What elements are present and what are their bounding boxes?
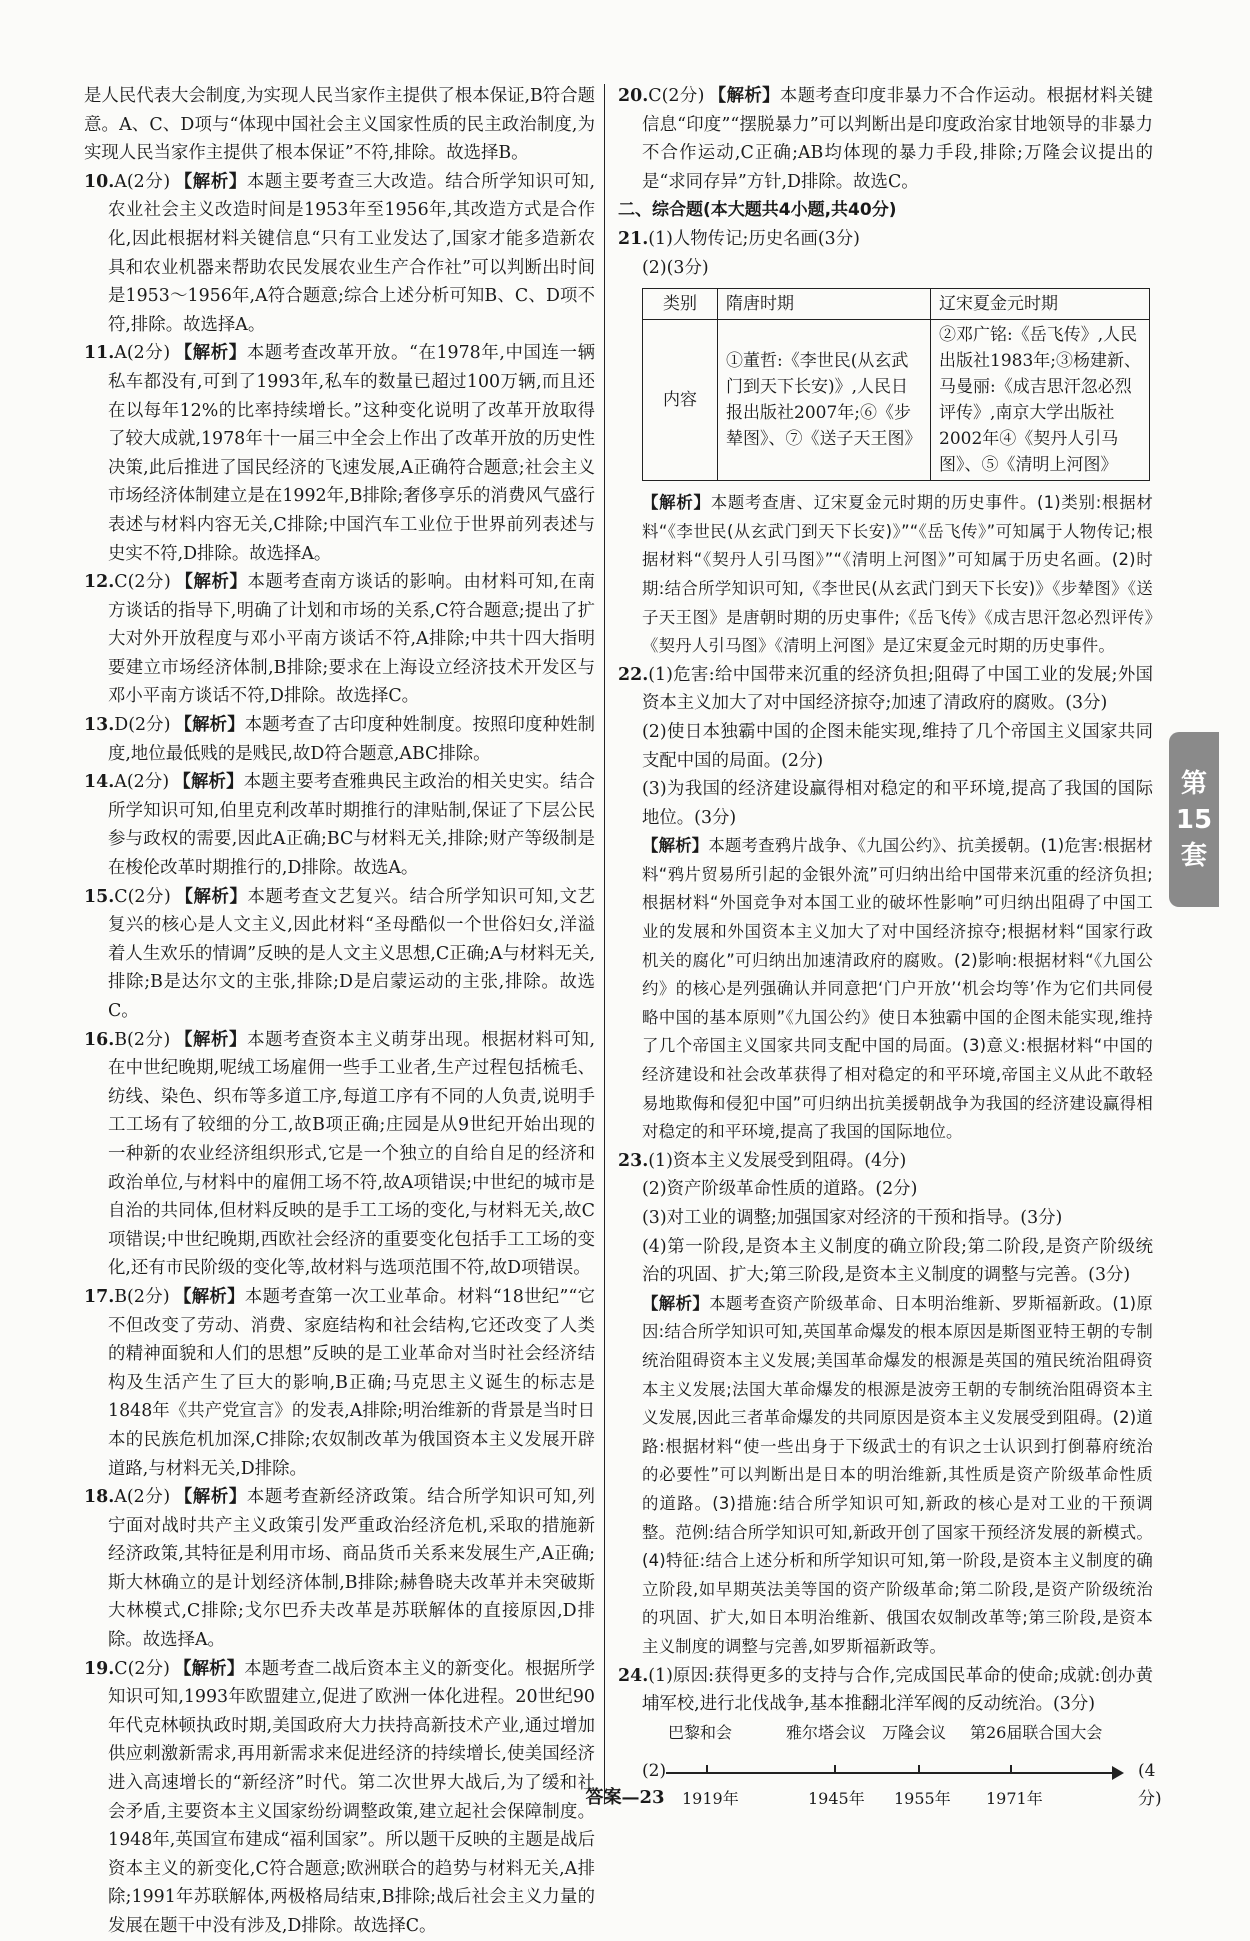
answer-num: 14. (84, 772, 115, 793)
timeline-score: (4分) (1138, 1760, 1162, 1810)
answer-num: 18. (84, 1487, 115, 1508)
answer-num: 12. (84, 572, 115, 593)
answer-item (84, 168, 595, 340)
timeline-year: 1919年 (682, 1788, 739, 1808)
answer-text: 本题考查二战后资本主义的新变化。根据所学知识可知,1993年欧盟建立,促进了欧洲一体化进程。20世纪90年代克林顿执政时期,美国政府大力扶持高新技术产业,通过增加供应刺激新需求,再用新需求来促进经济的持续增长,使美国经济进入高速增长的“新经济”时代。第二次世界大战后,为了缓和社会矛盾,主要资本主义国家纷纷调整政策,建立起社会保障制度。1948年,英国宣布建成“福利国家”。所以题干反映的主题是战后资本主义的新变化,C符合题意;欧洲联合的趋势与材料无关,A排除;1991年苏联解体,两极格局结束,B排除;战后社会主义力量的发展在题干中没有涉及,D排除。故选择C。 (108, 1658, 595, 1936)
answer-24: 24.(1)原因:获得更多的支持与合作,完成国民革命的使命;成就:创办黄埔军校,进行北伐战争,基本推翻北洋军阀的反动统治。(3分) (618, 1665, 1153, 1715)
answer-23-part4: (4)第一阶段,是资本主义制度的确立阶段;第二阶段,是资产阶级统治的巩固、扩大;第三阶段,是资本主义制度的调整与完善。(3分) (642, 1236, 1153, 1286)
answer-item (84, 1283, 595, 1483)
timeline-event: 第26届联合国大会 (970, 1722, 1103, 1742)
answer-22-part3: (3)为我国的经济建设赢得相对稳定的和平环境,提高了我国的国际地位。(3分) (642, 779, 1153, 828)
answer-text: 本题考查新经济政策。结合所学知识可知,列宁面对战时共产主义政策引发严重政治经济危机,采取的措施新经济政策,其特征是利用市场、商品货币关系来发展生产,A正确;斯大林确立的是计划经济体制,B排除;赫鲁晓夫改革并未突破斯大林模式,C排除;戈尔巴乔夫改革是苏联解体的直接原因,D排除。故选择A。 (108, 1487, 595, 1651)
answer-22-part1: (1)危害:给中国带来沉重的经济负担;阻碍了中国工业的发展;外国资本主义加大了对中国经济掠夺;加速了清政府的腐败。(3分) (642, 664, 1153, 714)
answer-score: D(2分) (114, 715, 171, 736)
left-column (84, 82, 595, 1941)
answer-tag: 【解析】 (174, 715, 245, 736)
answer-score: B(2分) (114, 1029, 171, 1050)
answer-23-part2: (2)资产阶级革命性质的道路。(2分) (642, 1179, 918, 1200)
timeline-axis (666, 1772, 1114, 1774)
answer-text: 本题考查资本主义萌芽出现。根据材料可知,在中世纪晚期,呢绒工场雇佣一些手工业者,生产过程包括梳毛、纺线、染色、织布等多道工序,每道工序有不同的人负责,说明手工工场有了较细的分工,故B项正确;庄园是从9世纪开始出现的一种新的农业经济组织形式,它是一个独立的自给自足的经济和政治单位,与材料中的雇佣工场不符,故A项错误;中世纪的城市是自治的共同体,但材料反映的是手工工场的变化,与材料无关,故C项错误;中世纪晚期,西欧社会经济的重要变化包括手工工场的变化,还有市民阶级的变化等,故材料与选项范围不符,故D项错误。 (108, 1029, 595, 1279)
answer-tag: 【解析】 (708, 86, 780, 106)
answer-22-analysis: 【解析】本题考查鸦片战争、《九国公约》、抗美援朝。(1)危害:根据材料“鸦片贸易所引起的金银外流”可归纳出给中国带来沉重的经济负担;根据材料“外国竞争对本国工业的破坏性影响”可归纳出阻碍了中国工业的发展和外国资本主义加大了对中国经济掠夺;根据材料“国家行政机关的腐化”可归纳出加速清政府的腐败。(2)影响:根据材料“《九国公约》的核心是列强确认并同意把‘门户开放’‘机会均等’作为它们共同侵略中国的基本原则”《九国公约》使日本独霸中国的企图未能实现,维持了几个帝国主义国家共同支配中国的局面。(3)意义:根据材料“中国的经济建设和社会改革获得了相对稳定的和平环境,帝国主义从此不敢轻易地欺侮和侵犯中国”可归纳出抗美援朝战争为我国的经济建设赢得相对稳定的和平环境,提高了我国的国际地位。 (642, 836, 1153, 1142)
period-table (642, 288, 1150, 481)
timeline-year: 1955年 (894, 1788, 951, 1808)
answer-tag: 【解析】 (173, 1658, 245, 1679)
answer-num: 11. (84, 343, 115, 364)
left-answer-list (84, 168, 595, 1941)
answer-23-part3: (3)对工业的调整;加强国家对经济的干预和指导。(3分) (642, 1208, 1063, 1228)
answer-score: B(2分) (114, 1286, 170, 1307)
answer-num: 19. (84, 1658, 115, 1679)
table-row-label: 内容 (643, 320, 718, 481)
answer-22-part2: (2)使日本独霸中国的企图未能实现,维持了几个帝国主义国家共同支配中国的局面。(2分) (642, 721, 1153, 771)
timeline-event: 巴黎和会 (668, 1722, 733, 1742)
continued-text: 是人民代表大会制度,为实现人民当家作主提供了根本保证,B符合题意。A、C、D项与“体现中国社会主义国家性质的民主政治制度,为实现人民当家作主提供了根本保证”不符,排除。故选择B。 (84, 86, 595, 164)
table-header: 隋唐时期 (718, 289, 931, 320)
table-row (643, 320, 1150, 481)
answer-tag: 【解析】 (174, 1029, 248, 1050)
answer-text: 本题主要考查雅典民主政治的相关史实。结合所学知识可知,伯里克利改革时期推行的津贴制,保证了下层公民参与政权的需要,因此A正确;BC与材料无关,排除;财产等级制是在梭伦改革时期推行的,D排除。故选A。 (108, 772, 595, 879)
answer-item (84, 339, 595, 568)
answer-score: C(2分) (114, 886, 171, 907)
answer-text: 本题考查文艺复兴。结合所学知识可知,文艺复兴的核心是人文主义,因此材料“圣母酷似一个世俗妇女,洋溢着人生欢乐的情调”反映的是人文主义思想,C正确;A与材料无关,排除;B是达尔文的主张,排除;D是启蒙运动的主张,排除。故选C。 (108, 886, 595, 1021)
section-title: 二、综合题(本大题共4小题,共40分) (618, 200, 897, 221)
right-column (618, 82, 1162, 1819)
timeline-event: 雅尔塔会议 (786, 1722, 867, 1742)
answer-tag: 【解析】 (174, 1487, 247, 1508)
answer-num: 13. (84, 715, 115, 736)
answer-item (84, 768, 595, 882)
table-header-row (643, 289, 1150, 320)
answer-item (84, 711, 595, 768)
answer-22: 22.(1)危害:给中国带来沉重的经济负担;阻碍了中国工业的发展;外国资本主义加大了对中国经济掠夺;加速了清政府的腐败。(3分) (618, 664, 1153, 714)
answer-text: 本题考查南方谈话的影响。由材料可知,在南方谈话的指导下,明确了计划和市场的关系,C符合题意;提出了扩大对外开放程度与邓小平南方谈话不符,A排除;中共十四大指明要建立市场经济体制,B排除;要求在上海设立经济技术开发区与邓小平南方谈话不符,D排除。故选择C。 (108, 572, 595, 707)
timeline-year: 1971年 (986, 1788, 1043, 1808)
table-cell-sui-tang: ①董哲:《李世民(从玄武门到天下长安)》,人民日报出版社2007年;⑥《步辇图》、⑦《送子天王图》 (718, 320, 931, 481)
answer-num: 15. (84, 886, 115, 907)
answer-tag: 【解析】 (174, 171, 247, 192)
answer-tag: 【解析】 (174, 572, 248, 593)
answer-21: 21.(1)人物传记;历史名画(3分) (618, 228, 860, 249)
answer-text: 本题考查改革开放。“在1978年,中国连一辆私车都没有,可到了1993年,私车的数量已超过100万辆,而且还在以每年12%的比率持续增长。”这种变化说明了改革开放取得了较大成就,1978年十一届三中全会上作出了改革开放的历史性决策,此后推进了国民经济的飞速发展,A正确符合题意;社会主义市场经济体制建立是在1992年,B排除;奢侈享乐的消费风气盛行表述与材料内容无关,C排除;中国汽车工业位于世界前列表述与史实不符,D排除。故选择A。 (108, 343, 595, 564)
answer-text: 本题考查了古印度种姓制度。按照印度种姓制度,地位最低贱的是贱民,故D符合题意,ABC排除。 (108, 715, 595, 764)
timeline-year: 1945年 (808, 1788, 865, 1808)
answer-text: 本题主要考查三大改造。结合所学知识可知,农业社会主义改造时间是1953年至1956年,其改造方式是合作化,因此根据材料关键信息“只有工业发达了,国家才能多造新农具和农业机器来帮助农民发展农业生产合作社”可以判断出时间是1953～1956年,A符合题意;综合上述分析可知B、C、D项不符,排除。故选择A。 (108, 171, 595, 335)
timeline-tick (834, 1765, 836, 1774)
answer-score: C(2分) (114, 1658, 170, 1679)
timeline-lead: (2) (642, 1760, 667, 1781)
answer-num: 16. (84, 1029, 115, 1050)
answer-tag: 【解析】 (173, 772, 244, 793)
right-answer-list (618, 82, 1153, 196)
answer-item (618, 82, 1153, 196)
answer-21-part1: (1)人物传记;历史名画(3分) (648, 228, 860, 249)
answer-tag: 【解析】 (174, 343, 247, 364)
answer-score: C(2分) (114, 572, 171, 593)
answer-num: 17. (84, 1286, 115, 1307)
timeline-arrow-icon (1112, 1766, 1124, 1780)
answer-score: A(2分) (114, 343, 171, 364)
answer-score: A(2分) (114, 772, 170, 793)
answer-tag: 【解析】 (174, 886, 248, 907)
answer-item (84, 1026, 595, 1283)
timeline-event: 万隆会议 (882, 1722, 947, 1742)
answer-text: 本题考查第一次工业革命。材料“18世纪”“它不但改变了劳动、消费、家庭结构和社会结构,它还改变了人类的精神面貌和人们的思想”反映的是工业革命对当时社会经济结构及生活产生了巨大的影响,B正确;马克思主义诞生的标志是1848年《共产党宣言》的发表,A排除;明治维新的背景是当时日本的民族危机加深,C排除;农奴制改革为俄国资本主义发展开辟道路,与材料无关,D排除。 (108, 1286, 595, 1479)
answer-item (84, 883, 595, 1026)
answer-21-part2: (2)(3分) (642, 257, 709, 278)
answer-num: 10. (84, 171, 115, 192)
set-number-tab: 第 15 套 (1169, 732, 1219, 907)
page-footer: 答案—23 (585, 1787, 665, 1808)
timeline-tick (1010, 1765, 1012, 1774)
answer-23-part1: (1)资本主义发展受到阻碍。(4分) (648, 1150, 907, 1171)
answer-24-part1: (1)原因:获得更多的支持与合作,完成国民革命的使命;成就:创办黄埔军校,进行北伐战争,基本推翻北洋军阀的反动统治。(3分) (642, 1665, 1153, 1715)
answer-23-analysis: 【解析】本题考查资产阶级革命、日本明治维新、罗斯福新政。(1)原因:结合所学知识可知,英国革命爆发的根本原因是斯图亚特王朝的专制统治阻碍资本主义发展;美国革命爆发的根源是英国的殖民统治阻碍资本主义发展;法国大革命爆发的根源是波旁王朝的专制统治阻碍资本主义发展,因此三者革命爆发的共同原因是资本主义发展受到阻碍。(2)道路:根据材料“使一些出身于下级武士的有识之士认识到打倒幕府统治的必要性”可以判断出是日本的明治维新,其性质是资产阶级革命性质的道路。(3)措施:结合所学知识可知,新政的核心是对工业的干预调整。范例:结合所学知识可知,新政开创了国家干预经济发展的新模式。(4)特征:结合上述分析和所学知识可知,第一阶段,是资本主义制度的确立阶段,如早期英法美等国的资产阶级革命;第二阶段,是资产阶级统治的巩固、扩大,如日本明治维新、俄国农奴制改革等;第三阶段,是资本主义制度的调整与完善,如罗斯福新政等。 (642, 1293, 1153, 1656)
answer-score: A(2分) (114, 171, 171, 192)
answer-text: 本题考查印度非暴力不合作运动。根据材料关键信息“印度”“摆脱暴力”可以判断出是印度政治家甘地领导的非暴力不合作运动,C正确;AB均体现的暴力手段,排除;万隆会议提出的是“求同存异”方针,D排除。故选C。 (642, 86, 1153, 192)
answer-score: A(2分) (114, 1487, 171, 1508)
answer-num: 20. (618, 86, 649, 106)
table-cell-liao-song: ②邓广铭:《岳飞传》,人民出版社1983年;③杨建新、马曼丽:《成吉思汗忽必烈评传》,南京大学出版社2002年④《契丹人引马图》、⑤《清明上河图》 (931, 320, 1150, 481)
answer-21-analysis: 【解析】本题考查唐、辽宋夏金元时期的历史事件。(1)类别:根据材料“《李世民(从玄武门到天下长安)》”“《岳飞传》”可知属于人物传记;根据材料“《契丹人引马图》”“《清明上河图》”可知属于历史名画。(2)时期:结合所学知识可知,《李世民(从玄武门到天下长安)》《步辇图》《送子天王图》是唐朝时期的历史事件;《岳飞传》《成吉思汗忽必烈评传》《契丹人引马图》《清明上河图》是辽宋夏金元时期的历史事件。 (642, 493, 1153, 656)
timeline-tick (918, 1765, 920, 1774)
answer-tag: 【解析】 (173, 1286, 245, 1307)
answer-item (84, 1483, 595, 1655)
answer-score: C(2分) (648, 86, 705, 106)
answer-item (84, 568, 595, 711)
table-header: 辽宋夏金元时期 (931, 289, 1150, 320)
answer-23: 23.(1)资本主义发展受到阻碍。(4分) (618, 1150, 907, 1171)
column-divider (604, 84, 605, 1804)
timeline-tick (706, 1765, 708, 1774)
table-header: 类别 (643, 289, 718, 320)
